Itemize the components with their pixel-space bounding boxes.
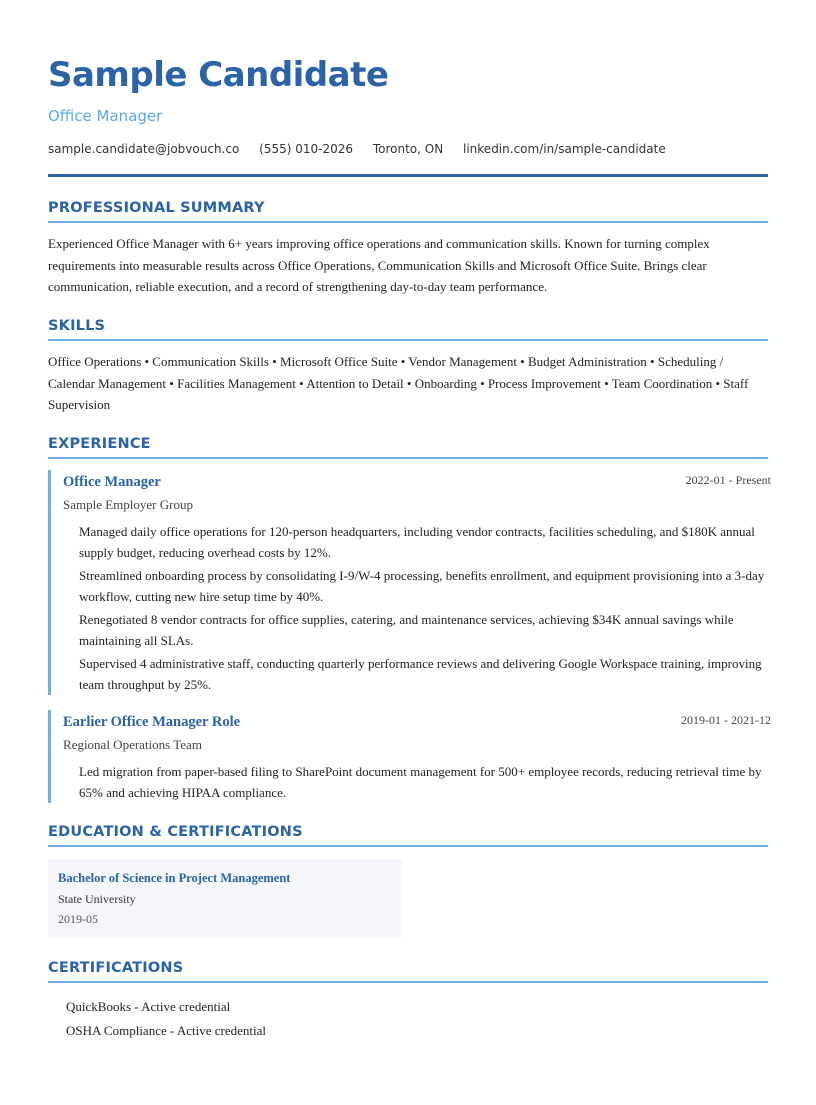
contact-location: Toronto, ON <box>372 142 444 156</box>
summary-heading: PROFESSIONAL SUMMARY <box>48 200 768 223</box>
header-divider <box>48 174 768 177</box>
education-date: 2019-05 <box>58 912 98 926</box>
contact-line <box>48 142 682 156</box>
job-bullets <box>79 522 771 698</box>
education-school: State University <box>58 892 136 906</box>
job-title: Earlier Office Manager Role <box>63 714 241 730</box>
job-title: Office Manager <box>63 474 161 490</box>
skills-heading: SKILLS <box>48 318 768 341</box>
job-bullet: Streamlined onboarding process by consolidating I-9/W-4 processing, benefits enrollment, and equipment provisioning into a 3-day workflow, cutting new hire setup time by 40%. <box>79 568 765 604</box>
job-company: Sample Employer Group <box>63 497 193 512</box>
summary-text: Experienced Office Manager with 6+ years improving office operations and communication skills. Known for turning complex requirements into measurable results across Office Operations, Communication Skills and Microsoft Office Suite. Brings clear communication, reliable execution, and a record of strengthening day-to-day team performance. <box>48 236 710 294</box>
job-bullet: Led migration from paper-based filing to SharePoint document management for 500+ employee records, reducing retrieval time by 65% and achieving HIPAA compliance. <box>79 764 762 800</box>
education-card <box>48 858 402 938</box>
certification-item: QuickBooks - Active credential <box>66 999 231 1014</box>
skills-text: Office Operations • Communication Skills • Microsoft Office Suite • Vendor Management • Budget Administration • Scheduling / Calendar Management • Facilities Management • Attention to Detail • Onboarding • Process Improvement • Team Coordination • Staff Supervision <box>48 354 749 412</box>
job-bullet: Renegotiated 8 vendor contracts for office supplies, catering, and maintenance services, achieving $34K annual savings while maintaining all SLAs. <box>79 612 734 648</box>
contact-linkedin[interactable]: linkedin.com/in/sample-candidate <box>463 142 666 156</box>
candidate-role: Office Manager <box>48 107 163 125</box>
job-bullets <box>79 762 771 806</box>
education-heading: EDUCATION & CERTIFICATIONS <box>48 824 768 847</box>
certification-item: OSHA Compliance - Active credential <box>66 1023 267 1038</box>
certifications-heading: CERTIFICATIONS <box>48 960 768 983</box>
job-entry <box>48 470 771 695</box>
education-degree: Bachelor of Science in Project Management <box>58 871 291 885</box>
job-dates: 2019-01 - 2021-12 <box>681 713 771 727</box>
job-bullet: Supervised 4 administrative staff, conducting quarterly performance reviews and delivering Google Workspace training, improving team throughput by 25%. <box>79 656 762 692</box>
job-entry <box>48 710 771 803</box>
contact-email[interactable]: sample.candidate@jobvouch.co <box>48 142 240 156</box>
job-dates: 2022-01 - Present <box>685 473 771 487</box>
job-company: Regional Operations Team <box>63 737 202 752</box>
candidate-name: Sample Candidate <box>48 55 389 95</box>
experience-heading: EXPERIENCE <box>48 436 768 459</box>
contact-phone: (555) 010-2026 <box>259 142 353 156</box>
certifications-list <box>66 995 266 1043</box>
job-bullet: Managed daily office operations for 120-person headquarters, including vendor contracts, facilities scheduling, and $180K annual supply budget, reducing overhead costs by 12%. <box>79 524 755 560</box>
